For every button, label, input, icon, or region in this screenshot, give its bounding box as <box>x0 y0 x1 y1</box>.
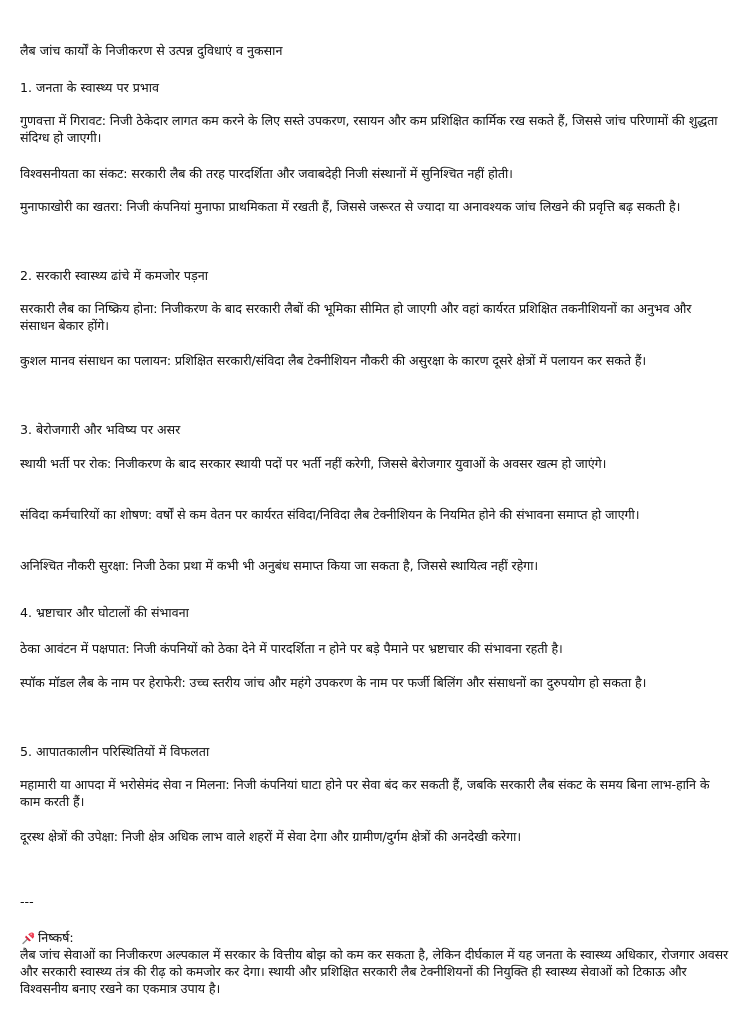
conclusion-text: लैब जांच सेवाओं का निजीकरण अल्पकाल में सरकार के वित्तीय बोझ को कम कर सकता है, लेकिन दीर्घकाल में यह जनता के स्वास्थ्य अधिकार, रोजगार अवसर और सरकारी स्वास्थ्य तंत्र की रीढ़ को कमजोर कर देगा। स्थायी और प्रशिक्षित सरकारी लैब टेक्नीशियनों की नियुक्ति ही स्वास्थ्य सेवाओं को टिकाऊ और विश्वसनीय बनाए रखने का एकमात्र उपाय है। <box>20 947 729 996</box>
section-3-item-3: अनिश्चित नौकरी सुरक्षा: निजी ठेका प्रथा में कभी भी अनुबंध समाप्त किया जा सकता है, जिससे स्थायित्व नहीं रहेगा। <box>20 558 539 573</box>
pushpin-icon <box>20 931 36 945</box>
section-5-item-2: दूरस्थ क्षेत्रों की उपेक्षा: निजी क्षेत्र अधिक लाभ वाले शहरों में सेवा देगा और ग्रामीण/दुर्गम क्षेत्रों की अनदेखी करेगा। <box>20 829 521 844</box>
section-5-heading: 5. आपातकालीन परिस्थितियों में विफलता <box>20 744 210 759</box>
section-2-heading: 2. सरकारी स्वास्थ्य ढांचे में कमजोर पड़ना <box>20 268 209 283</box>
section-5-item-1: महामारी या आपदा में भरोसेमंद सेवा न मिलना: निजी कंपनियां घाटा होने पर सेवा बंद कर सकती हैं, जबकि सरकारी लैब संकट के समय बिना लाभ-हानि के काम करती हैं। <box>20 777 710 809</box>
section-1-heading: 1. जनता के स्वास्थ्य पर प्रभाव <box>20 80 160 95</box>
section-3-item-2: संविदा कर्मचारियों का शोषण: वर्षों से कम वेतन पर कार्यरत संविदा/निविदा लैब टेक्नीशियन के नियमित होने की संभावना समाप्त हो जाएगी। <box>20 507 640 522</box>
conclusion-heading: निष्कर्ष: <box>38 930 74 945</box>
conclusion-heading-row <box>20 929 74 946</box>
section-1-item-2: विश्वसनीयता का संकट: सरकारी लैब की तरह पारदर्शिता और जवाबदेही निजी संस्थानों में सुनिश्चित नहीं होती। <box>20 166 513 181</box>
section-4-item-2: स्पॉक मॉडल लैब के नाम पर हेराफेरी: उच्च स्तरीय जांच और महंगे उपकरण के नाम पर फर्जी बिलिंग और संसाधनों का दुरुपयोग हो सकता है। <box>20 675 647 690</box>
section-2-item-1: सरकारी लैब का निष्क्रिय होना: निजीकरण के बाद सरकारी लैबों की भूमिका सीमित हो जाएगी और वहां कार्यरत प्रशिक्षित तकनीशियनों का अनुभव और संसाधन बेकार होंगे। <box>20 301 692 333</box>
separator: --- <box>20 894 34 909</box>
section-3-heading: 3. बेरोजगारी और भविष्य पर असर <box>20 422 181 437</box>
section-3-item-1: स्थायी भर्ती पर रोक: निजीकरण के बाद सरकार स्थायी पदों पर भर्ती नहीं करेगी, जिससे बेरोजगार युवाओं के अवसर खत्म हो जाएंगे। <box>20 456 607 471</box>
document-title: लैब जांच कार्यों के निजीकरण से उत्पन्न दुविधाएं व नुकसान <box>20 43 283 58</box>
section-1-item-1: गुणवत्ता में गिरावट: निजी ठेकेदार लागत कम करने के लिए सस्ते उपकरण, रसायन और कम प्रशिक्षित कार्मिक रख सकते हैं, जिससे जांच परिणामों की शुद्धता संदिग्ध हो जाएगी। <box>20 113 718 145</box>
section-2-item-2: कुशल मानव संसाधन का पलायन: प्रशिक्षित सरकारी/संविदा लैब टेक्नीशियन नौकरी की असुरक्षा के कारण दूसरे क्षेत्रों में पलायन कर सकते हैं। <box>20 353 647 368</box>
section-1-item-3: मुनाफाखोरी का खतरा: निजी कंपनियां मुनाफा प्राथमिकता में रखती हैं, जिससे जरूरत से ज्यादा या अनावश्यक जांच लिखने की प्रवृत्ति बढ़ सकती है। <box>20 199 681 214</box>
section-4-item-1: ठेका आवंटन में पक्षपात: निजी कंपनियों को ठेका देने में पारदर्शिता न होने पर बड़े पैमाने पर भ्रष्टाचार की संभावना रहती है। <box>20 641 563 656</box>
section-4-heading: 4. भ्रष्टाचार और घोटालों की संभावना <box>20 605 189 620</box>
